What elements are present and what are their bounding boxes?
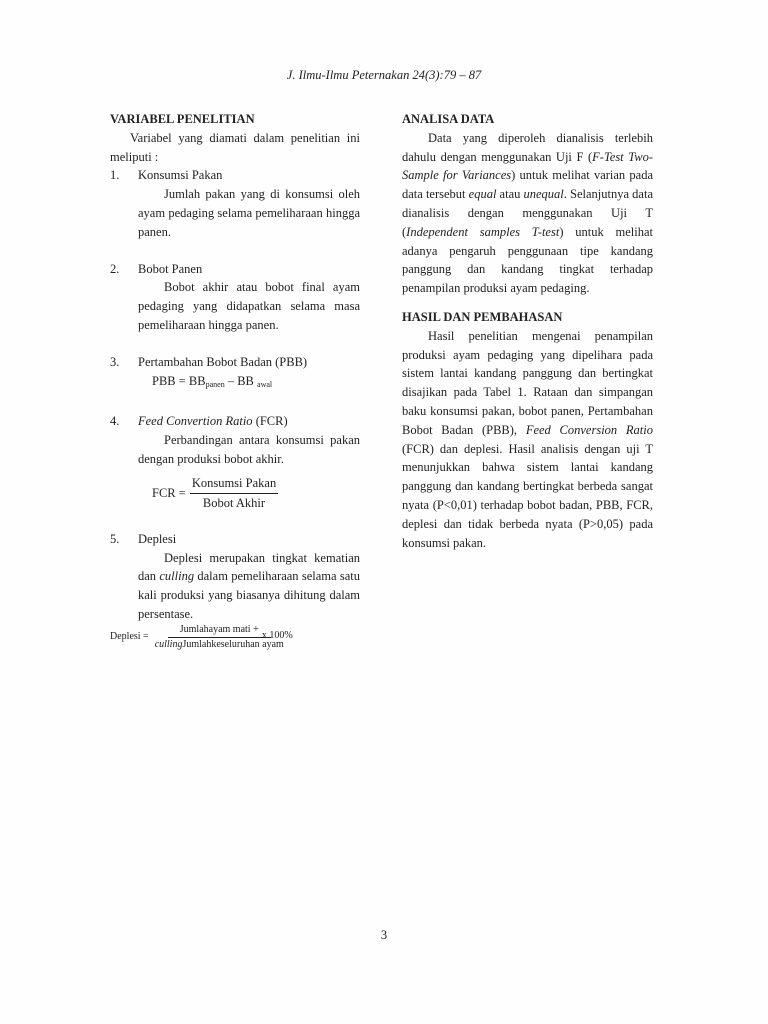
body-text: . Selanjutnya data dianalisis dengan menggunakan Uji T ( <box>402 187 653 239</box>
fcr-formula <box>152 475 360 512</box>
formula-text: PBB = BB <box>152 373 206 388</box>
list-item-1-body: Jumlah pakan yang di konsumsi oleh ayam pedaging selama pemeliharaan hingga panen. <box>138 187 360 239</box>
journal-header: J. Ilmu-Ilmu Peternakan 24(3):79 – 87 <box>286 68 482 82</box>
list-item-5-body <box>138 549 360 624</box>
body-text: (FCR) dan deplesi. Hasil analisis dengan uji T menunjukkan bahwa sistem lantai kandang panggung dan kandang bertingkat berbeda sangat nyata (P<0,01) terhadap bobot badan, PBB, FCR, deplesi dan tidak berbeda nyata (P>0,05) pada konsumsi pakan. <box>402 441 653 550</box>
italic-term: unequal <box>523 187 564 202</box>
body-text: ) untuk melihat varian pada data tersebut <box>402 168 653 202</box>
italic-term: Feed Convertion Ratio <box>138 414 253 429</box>
body-text: dalam pemeliharaan selama satu kali produksi yang biasanya dihitung dalam persentase. <box>138 569 360 621</box>
formula-text: – BB <box>224 373 258 388</box>
list-item-label-rest: (FCR) <box>252 414 288 429</box>
list-item-2-body: Bobot akhir atau bobot final ayam pedaging yang didapatkan selama masa pemeliharaan hingga panen. <box>138 280 360 332</box>
list-item-label: Pertambahan Bobot Badan (PBB) <box>138 354 308 369</box>
body-text: atau <box>496 187 524 202</box>
list-item-4-title <box>110 412 360 431</box>
formula-subscript: panen <box>205 379 225 389</box>
formula-text: Jumlahkeseluruhan ayam <box>182 638 284 650</box>
deplesi-formula <box>110 624 360 651</box>
hasil-paragraph <box>402 327 653 553</box>
list-item-1-title <box>110 166 360 185</box>
analisa-paragraph <box>402 129 653 298</box>
fraction-numerator: Konsumsi Pakan <box>190 475 278 494</box>
section-heading-analisa: ANALISA DATA <box>402 112 495 126</box>
section-heading-variabel: VARIABEL PENELITIAN <box>110 112 255 126</box>
list-item-label: Konsumsi Pakan <box>138 168 223 183</box>
formula-text: FCR = <box>152 485 186 500</box>
formula-subscript: awal <box>257 379 273 389</box>
italic-term: culling <box>159 569 195 584</box>
list-item-5-title <box>110 530 360 549</box>
pbb-formula <box>152 372 360 395</box>
intro-paragraph: Variabel yang diamati dalam penelitian ini meliputi : <box>110 130 360 164</box>
left-column <box>110 110 360 651</box>
body-text: ) untuk melihat adanya pengaruh penggunaan tipe kandang panggung dan kandang tingkat terhadap penampilan produksi ayam pedaging. <box>402 224 653 296</box>
fraction-denominator: Bobot Akhir <box>202 495 266 510</box>
list-number: 2. <box>110 261 120 276</box>
list-number: 4. <box>110 414 120 429</box>
formula-multiplier: x 100% <box>261 630 293 642</box>
list-item-3-title <box>110 353 360 372</box>
right-column <box>402 110 653 552</box>
list-item-label <box>138 412 288 431</box>
italic-term: F-Test Two-Sample for Variances <box>402 149 654 183</box>
body-text: Hasil penelitian mengenai penampilan produksi ayam pedaging yang dipelihara pada sistem lantai kandang panggung dan bertingkat disajikan pada Tabel 1. Rataan dan simpangan baku konsumsi pakan, bobot panen, Pertambahan Bobot Badan (PBB), <box>402 328 653 437</box>
list-number: 3. <box>110 354 120 369</box>
list-number: 5. <box>110 531 120 546</box>
section-heading-hasil: HASIL DAN PEMBAHASAN <box>402 309 563 324</box>
italic-term: Feed Conversion Ratio <box>525 422 653 437</box>
fraction <box>190 475 278 512</box>
italic-term: Independent samples T-test <box>406 224 560 239</box>
list-item-label: Deplesi <box>138 531 177 546</box>
italic-term: culling <box>154 638 183 650</box>
list-item-4-body: Perbandingan antara konsumsi pakan dengan produksi bobot akhir. <box>138 433 360 466</box>
body-text: Deplesi merupakan tingkat kematian dan <box>138 550 360 584</box>
fraction-numerator: Jumlahayam mati + <box>168 624 271 638</box>
list-item-label: Bobot Panen <box>138 261 203 276</box>
list-number: 1. <box>110 168 120 183</box>
formula-text: Deplesi = <box>110 631 149 643</box>
page-number: 3 <box>380 928 388 942</box>
list-item-2-title <box>110 260 360 279</box>
body-text: Data yang diperoleh dianalisis terlebih dahulu dengan menggunakan Uji F ( <box>402 130 653 164</box>
italic-term: equal <box>468 187 497 202</box>
